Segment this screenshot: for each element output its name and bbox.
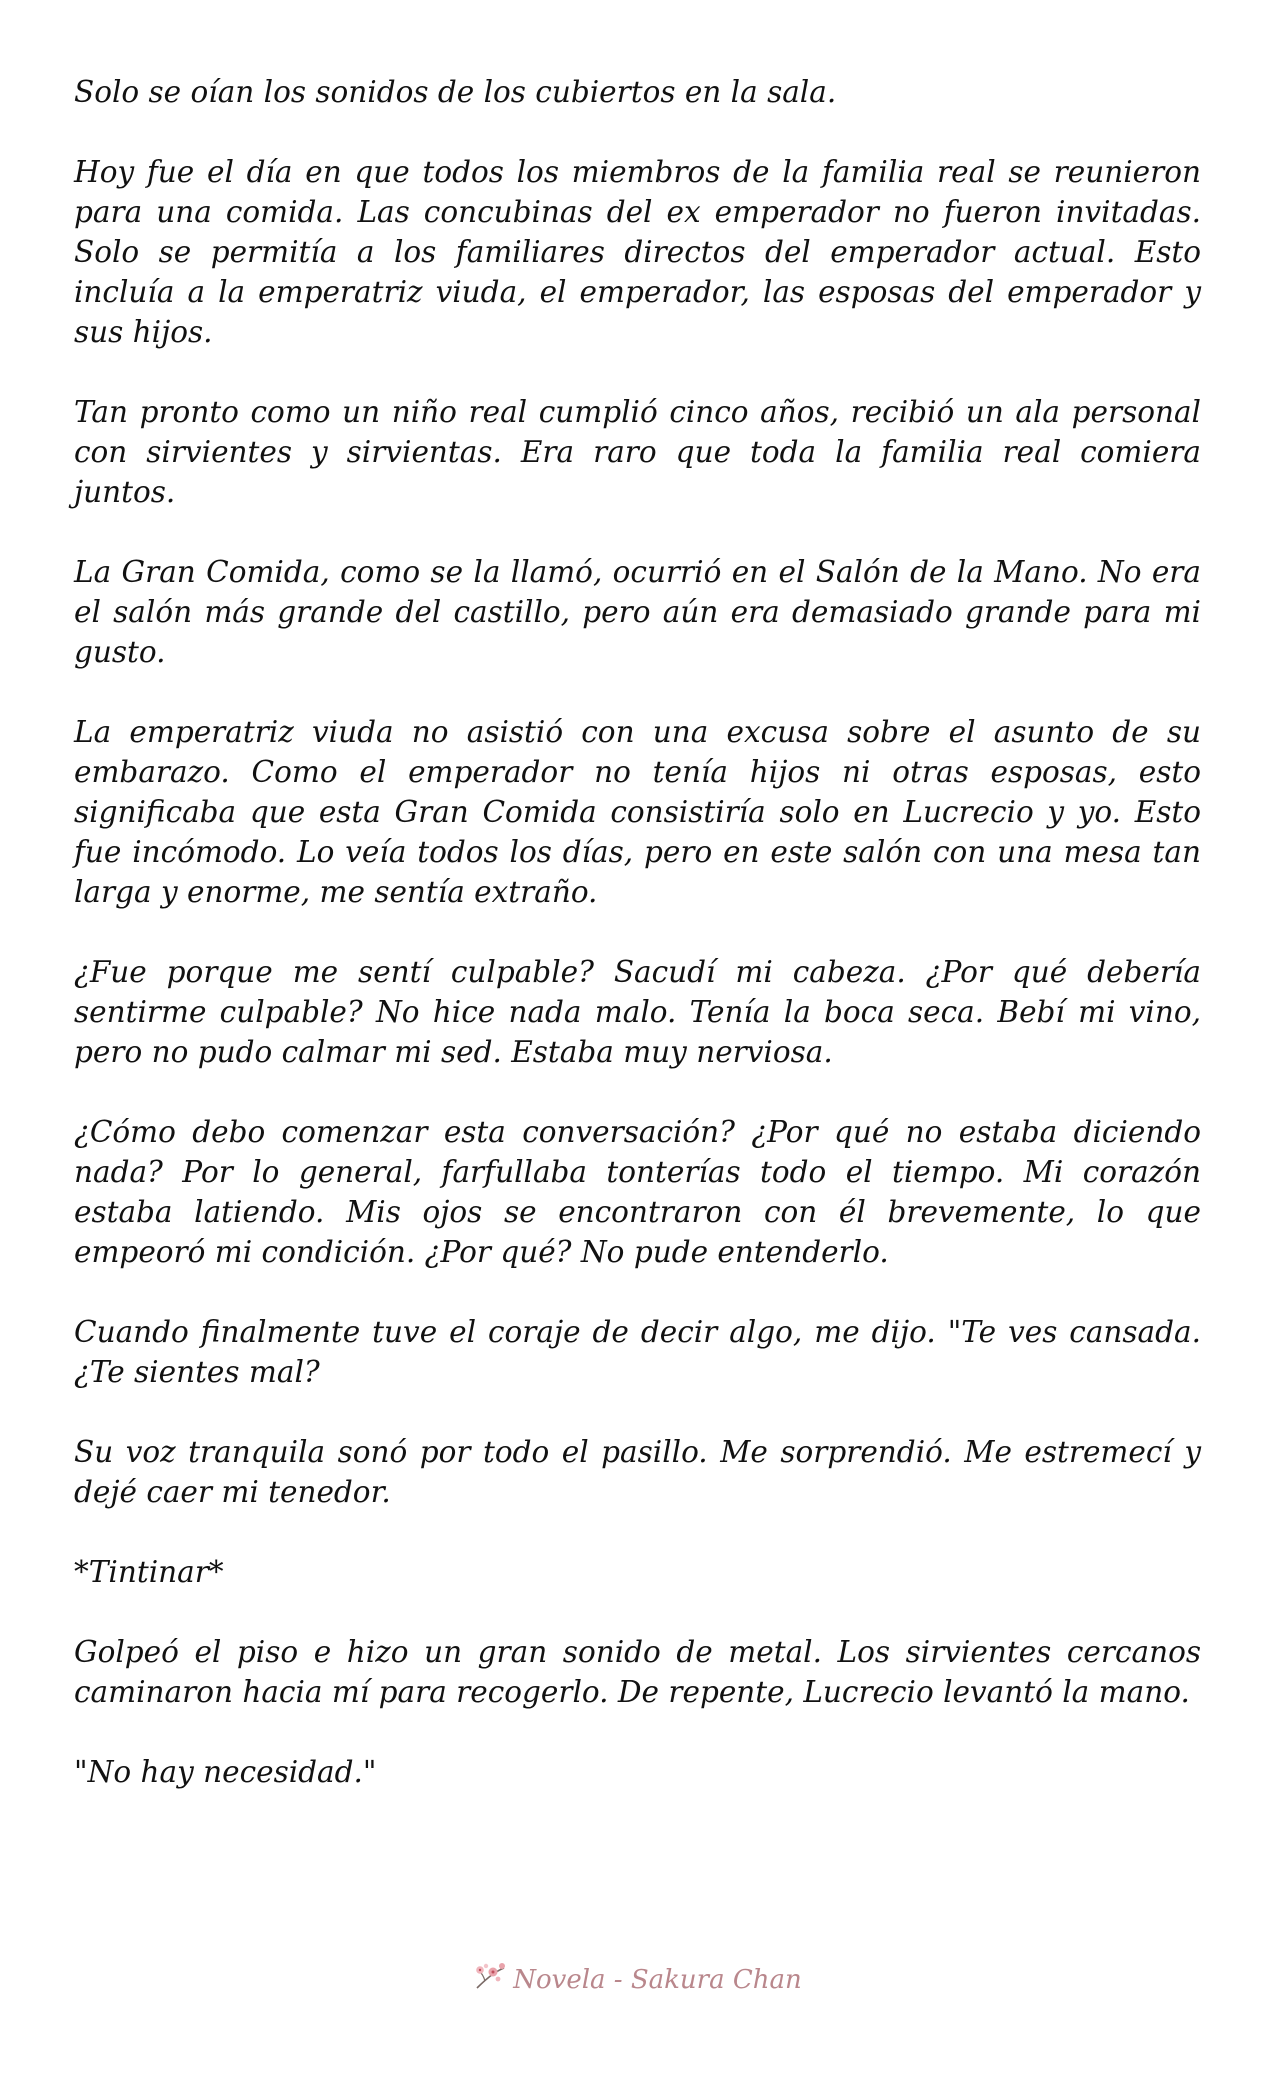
paragraph: ¿Fue porque me sentí culpable? Sacudí mi cabeza. ¿Por qué debería sentirme culpable? No hice nada malo. Tenía la boca seca. Bebí mi vino, pero no pudo calmar mi sed. Estaba muy nerviosa. [74,955,1201,1069]
paragraph: Su voz tranquila sonó por todo el pasillo. Me sorprendió. Me estremecí y dejé caer mi tenedor. [74,1435,1201,1509]
paragraph: Cuando finalmente tuve el coraje de decir algo, me dijo. "Te ves cansada. ¿Te sientes mal? [74,1315,1201,1389]
watermark [0,1962,1275,1995]
paragraph: La Gran Comida, como se la llamó, ocurrió en el Salón de la Mano. No era el salón más grande del castillo, pero aún era demasiado grande para mi gusto. [74,555,1201,669]
paragraph: La emperatriz viuda no asistió con una excusa sobre el asunto de su embarazo. Como el emperador no tenía hijos ni otras esposas, esto significaba que esta Gran Comida consistiría solo en Lucrecio y yo. Esto fue incómodo. Lo veía todos los días, pero en este salón con una mesa tan larga y enorme, me sentía extraño. [74,715,1201,909]
paragraph: Tan pronto como un niño real cumplió cinco años, recibió un ala personal con sirvientes y sirvientas. Era raro que toda la familia real comiera juntos. [74,395,1201,509]
paragraph: Golpeó el piso e hizo un gran sonido de metal. Los sirvientes cercanos caminaron hacia mí para recogerlo. De repente, Lucrecio levantó la mano. [74,1635,1201,1709]
paragraph: ¿Cómo debo comenzar esta conversación? ¿Por qué no estaba diciendo nada? Por lo general, farfullaba tonterías todo el tiempo. Mi corazón estaba latiendo. Mis ojos se encontraron con él brevemente, lo que empeoró mi condición. ¿Por qué? No pude entenderlo. [74,1115,1201,1269]
cherry-blossom-icon [473,1962,507,1992]
paragraph: Solo se oían los sonidos de los cubiertos en la sala. [74,75,837,109]
watermark-text: Novela - Sakura Chan [513,1965,802,1995]
paragraph: *Tintinar* [74,1555,224,1589]
paragraph: "No hay necesidad." [74,1755,377,1789]
paragraph: Hoy fue el día en que todos los miembros de la familia real se reunieron para una comida. Las concubinas del ex emperador no fueron invitadas. Solo se permitía a los familiares directos del emperador actual. Esto incluía a la emperatriz viuda, el emperador, las esposas del emperador y sus hijos. [74,155,1201,349]
novel-page-text [74,72,1201,1832]
